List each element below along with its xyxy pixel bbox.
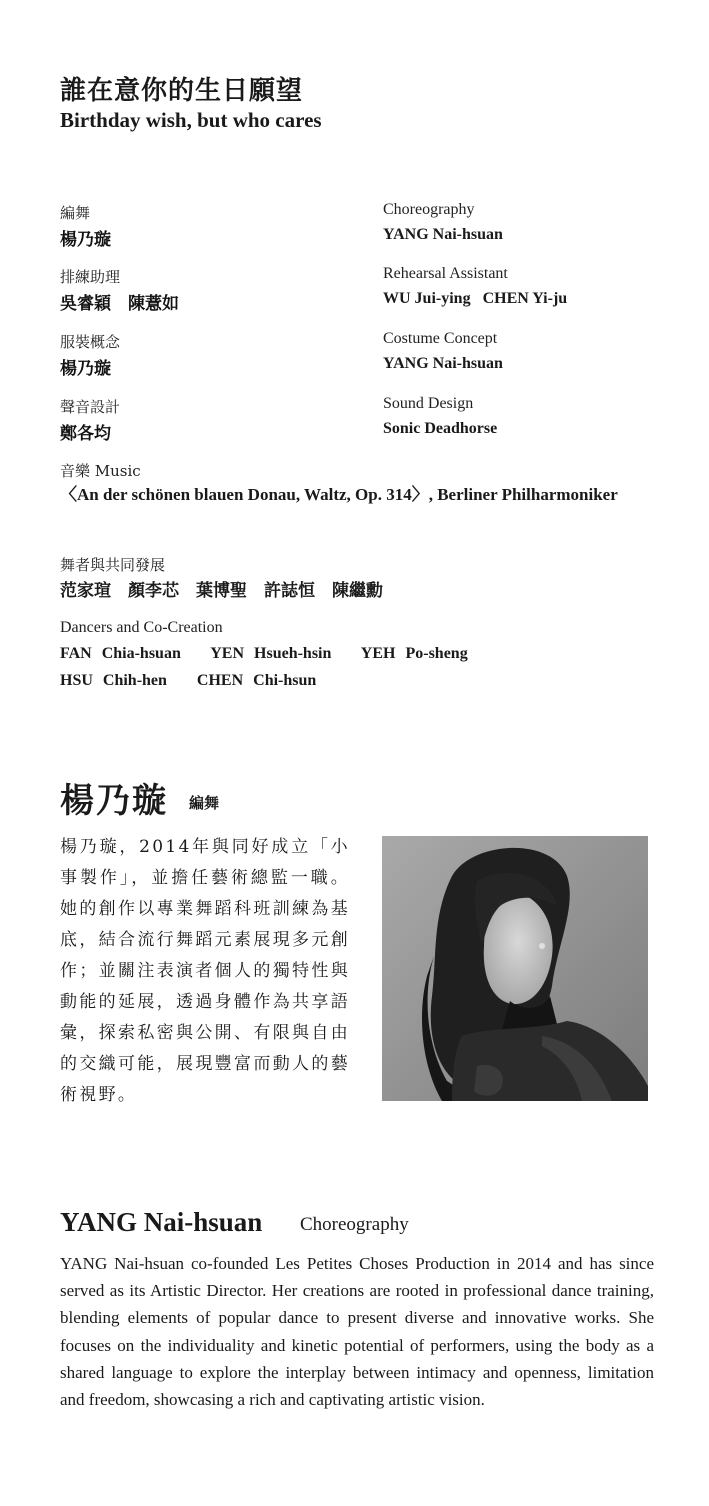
- credit-label-zh: 聲音設計: [60, 398, 121, 416]
- credit-value-zh: 楊乃璇: [60, 230, 111, 250]
- music-label: 音樂 Music: [60, 462, 141, 480]
- credit-value-en: WU Jui-ying CHEN Yi-ju: [383, 290, 568, 307]
- credit-value-en: Sonic Deadhorse: [383, 420, 498, 437]
- credit-label-en: Costume Concept: [383, 330, 498, 347]
- dancers-names-zh: 范家瑄 顏李芯 葉博聖 許誌恒 陳繼勳: [60, 581, 383, 601]
- work-title-zh: 誰在意你的生日願望: [60, 76, 304, 106]
- credit-label-zh: 服裝概念: [60, 333, 121, 351]
- credit-label-en: Choreography: [383, 201, 475, 218]
- work-title-en: Birthday wish, but who cares: [60, 108, 322, 132]
- bio-name-en: YANG Nai-hsuan: [60, 1207, 263, 1237]
- credit-label-zh: 編舞: [60, 204, 91, 222]
- credit-value-zh: 楊乃璇: [60, 359, 111, 379]
- bio-role-en: Choreography: [300, 1214, 409, 1235]
- portrait-image: [382, 836, 648, 1101]
- dancers-names-en: FAN Chia-hsuan YEN Hsueh-hsin YEH Po-sheng: [60, 645, 468, 662]
- dancers-label-en: Dancers and Co-Creation: [60, 619, 223, 636]
- dancers-label-zh: 舞者與共同發展: [60, 556, 166, 574]
- credit-label-en: Rehearsal Assistant: [383, 265, 508, 282]
- credit-value-zh: 鄭各均: [60, 424, 111, 444]
- choreographer-portrait: [382, 836, 648, 1101]
- music-value: 〈An der schönen blauen Donau, Waltz, Op. 314〉, Berliner Philharmoniker: [60, 485, 618, 504]
- dancers-names-en: HSU Chih-hen CHEN Chi-hsun: [60, 672, 317, 689]
- credit-label-zh: 排練助理: [60, 268, 121, 286]
- credit-label-en: Sound Design: [383, 395, 474, 412]
- credit-value-en: YANG Nai-hsuan: [383, 226, 503, 243]
- bio-text-zh: 楊乃璇，2014年與同好成立「小事製作」，並擔任藝術總監一職。她的創作以專業舞蹈科班訓練為基底，結合流行舞蹈元素展現多元創作；並關注表演者個人的獨特性與動能的延展，透過身體作為共享語彙，探索私密與公開、有限與自由的交織可能，展現豐富而動人的藝術視野。: [60, 837, 350, 1105]
- bio-role-zh: 編舞: [189, 794, 220, 812]
- bio-name-zh: 楊乃璇: [60, 781, 168, 821]
- credit-value-zh: 吳睿穎 陳薏如: [60, 294, 179, 314]
- bio-text-en: YANG Nai-hsuan co-founded Les Petites Choses Production in 2014 and has since served as its Artistic Director. Her creations are rooted in professional dance training, blending elements of popular dance to present diverse and innovative works. She focuses on the individuality and kinetic potential of performers, using the body as a shared language to explore the interplay between intimacy and openness, limitation and freedom, showcasing a rich and captivating artistic vision.: [60, 1254, 654, 1410]
- credit-value-en: YANG Nai-hsuan: [383, 355, 503, 372]
